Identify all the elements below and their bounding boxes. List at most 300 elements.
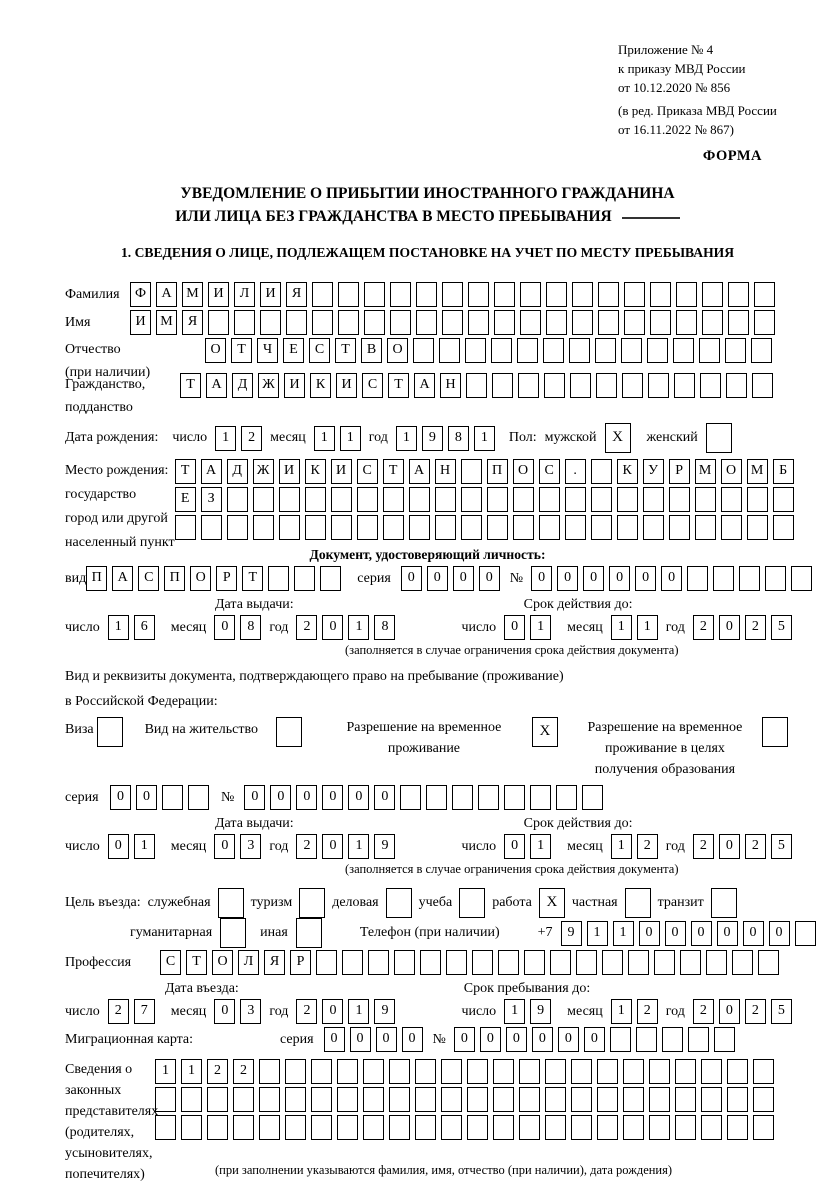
char-cell[interactable] xyxy=(727,1115,748,1140)
char-cell[interactable] xyxy=(597,1115,618,1140)
char-cell[interactable] xyxy=(739,566,760,591)
char-cell[interactable]: 0 xyxy=(661,566,682,591)
char-cell[interactable]: 0 xyxy=(635,566,656,591)
char-cell[interactable]: 0 xyxy=(769,921,790,946)
char-cell[interactable] xyxy=(623,1115,644,1140)
char-cell[interactable] xyxy=(487,487,508,512)
char-cell[interactable] xyxy=(701,1087,722,1112)
char-cell[interactable]: 0 xyxy=(504,615,525,640)
char-cell[interactable]: А xyxy=(201,459,222,484)
char-cell[interactable] xyxy=(570,373,591,398)
char-cell[interactable] xyxy=(617,487,638,512)
char-cell[interactable]: И xyxy=(130,310,151,335)
char-cell[interactable]: 1 xyxy=(215,426,236,451)
char-cell[interactable]: 0 xyxy=(719,999,740,1024)
char-cell[interactable] xyxy=(446,950,467,975)
char-cell[interactable] xyxy=(706,950,727,975)
char-cell[interactable]: Н xyxy=(435,459,456,484)
char-cell[interactable] xyxy=(674,373,695,398)
char-cell[interactable]: 0 xyxy=(324,1027,345,1052)
char-cell[interactable]: Я xyxy=(286,282,307,307)
char-cell[interactable] xyxy=(413,338,434,363)
char-cell[interactable] xyxy=(695,487,716,512)
char-cell[interactable] xyxy=(426,785,447,810)
char-cell[interactable] xyxy=(468,282,489,307)
char-cell[interactable] xyxy=(465,338,486,363)
char-cell[interactable] xyxy=(472,950,493,975)
char-cell[interactable] xyxy=(285,1059,306,1084)
char-cell[interactable]: 2 xyxy=(296,999,317,1024)
char-cell[interactable]: Т xyxy=(180,373,201,398)
char-cell[interactable] xyxy=(654,950,675,975)
char-cell[interactable] xyxy=(695,515,716,540)
char-cell[interactable]: 0 xyxy=(110,785,131,810)
char-cell[interactable] xyxy=(286,310,307,335)
char-cell[interactable] xyxy=(357,515,378,540)
char-cell[interactable]: 1 xyxy=(108,615,129,640)
char-cell[interactable] xyxy=(363,1115,384,1140)
char-cell[interactable] xyxy=(253,515,274,540)
char-cell[interactable] xyxy=(610,1027,631,1052)
char-cell[interactable]: С xyxy=(362,373,383,398)
char-cell[interactable] xyxy=(285,1087,306,1112)
char-cell[interactable]: 2 xyxy=(207,1059,228,1084)
char-cell[interactable] xyxy=(676,282,697,307)
char-cell[interactable]: 0 xyxy=(717,921,738,946)
char-cell[interactable]: В xyxy=(361,338,382,363)
char-cell[interactable] xyxy=(700,373,721,398)
char-cell[interactable]: Т xyxy=(186,950,207,975)
char-cell[interactable]: 2 xyxy=(296,615,317,640)
char-cell[interactable]: Р xyxy=(290,950,311,975)
char-cell[interactable]: 2 xyxy=(637,834,658,859)
char-cell[interactable]: Б xyxy=(773,459,794,484)
char-cell[interactable] xyxy=(726,373,747,398)
char-cell[interactable] xyxy=(409,487,430,512)
char-cell[interactable]: 3 xyxy=(240,834,261,859)
char-cell[interactable]: П xyxy=(487,459,508,484)
char-cell[interactable] xyxy=(439,338,460,363)
char-cell[interactable] xyxy=(727,1059,748,1084)
char-cell[interactable] xyxy=(493,1087,514,1112)
char-cell[interactable]: 1 xyxy=(181,1059,202,1084)
char-cell[interactable]: М xyxy=(747,459,768,484)
char-cell[interactable] xyxy=(519,1059,540,1084)
char-cell[interactable]: 9 xyxy=(561,921,582,946)
char-cell[interactable]: Т xyxy=(242,566,263,591)
char-cell[interactable] xyxy=(493,1059,514,1084)
char-cell[interactable] xyxy=(596,373,617,398)
char-cell[interactable]: Д xyxy=(232,373,253,398)
char-cell[interactable]: 0 xyxy=(506,1027,527,1052)
char-cell[interactable] xyxy=(543,338,564,363)
char-cell[interactable]: 0 xyxy=(401,566,422,591)
char-cell[interactable]: 0 xyxy=(296,785,317,810)
char-cell[interactable] xyxy=(747,515,768,540)
char-cell[interactable] xyxy=(357,487,378,512)
char-cell[interactable] xyxy=(676,310,697,335)
char-cell[interactable] xyxy=(687,566,708,591)
char-cell[interactable] xyxy=(390,282,411,307)
char-cell[interactable] xyxy=(337,1115,358,1140)
char-cell[interactable] xyxy=(648,373,669,398)
char-cell[interactable]: 0 xyxy=(270,785,291,810)
char-cell[interactable] xyxy=(389,1087,410,1112)
char-cell[interactable]: О xyxy=(387,338,408,363)
char-cell[interactable] xyxy=(545,1115,566,1140)
char-cell[interactable] xyxy=(524,950,545,975)
char-cell[interactable]: 0 xyxy=(376,1027,397,1052)
char-cell[interactable] xyxy=(539,515,560,540)
char-cell[interactable] xyxy=(649,1087,670,1112)
char-cell[interactable] xyxy=(544,373,565,398)
char-cell[interactable] xyxy=(461,487,482,512)
char-cell[interactable] xyxy=(181,1115,202,1140)
char-cell[interactable]: 0 xyxy=(609,566,630,591)
char-cell[interactable] xyxy=(572,310,593,335)
char-cell[interactable] xyxy=(368,950,389,975)
char-cell[interactable] xyxy=(747,487,768,512)
char-cell[interactable] xyxy=(669,487,690,512)
char-cell[interactable] xyxy=(316,950,337,975)
char-cell[interactable]: К xyxy=(617,459,638,484)
char-cell[interactable] xyxy=(597,1059,618,1084)
char-cell[interactable] xyxy=(175,515,196,540)
char-cell[interactable]: 2 xyxy=(241,426,262,451)
char-cell[interactable]: 5 xyxy=(771,834,792,859)
char-cell[interactable]: 1 xyxy=(637,615,658,640)
char-cell[interactable] xyxy=(721,487,742,512)
char-cell[interactable] xyxy=(621,338,642,363)
char-cell[interactable] xyxy=(487,515,508,540)
char-cell[interactable] xyxy=(714,1027,735,1052)
char-cell[interactable] xyxy=(649,1115,670,1140)
char-cell[interactable]: 1 xyxy=(530,834,551,859)
char-cell[interactable] xyxy=(494,282,515,307)
char-cell[interactable]: 1 xyxy=(340,426,361,451)
char-cell[interactable]: 9 xyxy=(374,999,395,1024)
char-cell[interactable] xyxy=(305,487,326,512)
char-cell[interactable] xyxy=(753,1087,774,1112)
char-cell[interactable]: 0 xyxy=(719,615,740,640)
char-cell[interactable] xyxy=(227,515,248,540)
char-cell[interactable]: И xyxy=(331,459,352,484)
char-cell[interactable]: 2 xyxy=(693,615,714,640)
char-cell[interactable]: 7 xyxy=(134,999,155,1024)
char-cell[interactable]: 0 xyxy=(532,1027,553,1052)
char-cell[interactable] xyxy=(416,282,437,307)
char-cell[interactable]: 1 xyxy=(474,426,495,451)
char-cell[interactable]: Т xyxy=(175,459,196,484)
char-cell[interactable]: 0 xyxy=(348,785,369,810)
char-cell[interactable] xyxy=(598,282,619,307)
char-cell[interactable] xyxy=(279,515,300,540)
checkbox-cell[interactable] xyxy=(386,888,412,918)
char-cell[interactable]: 0 xyxy=(743,921,764,946)
char-cell[interactable] xyxy=(363,1087,384,1112)
char-cell[interactable]: 0 xyxy=(322,834,343,859)
char-cell[interactable]: А xyxy=(206,373,227,398)
char-cell[interactable]: 0 xyxy=(558,1027,579,1052)
char-cell[interactable] xyxy=(442,310,463,335)
char-cell[interactable] xyxy=(467,1115,488,1140)
char-cell[interactable] xyxy=(466,373,487,398)
char-cell[interactable] xyxy=(572,282,593,307)
char-cell[interactable] xyxy=(441,1115,462,1140)
char-cell[interactable] xyxy=(754,282,775,307)
char-cell[interactable] xyxy=(513,515,534,540)
char-cell[interactable] xyxy=(728,310,749,335)
char-cell[interactable]: Ч xyxy=(257,338,278,363)
char-cell[interactable]: И xyxy=(208,282,229,307)
char-cell[interactable]: А xyxy=(156,282,177,307)
char-cell[interactable]: З xyxy=(201,487,222,512)
char-cell[interactable]: 0 xyxy=(453,566,474,591)
char-cell[interactable] xyxy=(727,1087,748,1112)
char-cell[interactable] xyxy=(253,487,274,512)
char-cell[interactable]: 0 xyxy=(454,1027,475,1052)
char-cell[interactable] xyxy=(520,282,541,307)
checkbox-cell[interactable]: X xyxy=(605,423,631,453)
char-cell[interactable] xyxy=(517,338,538,363)
char-cell[interactable]: 1 xyxy=(530,615,551,640)
char-cell[interactable] xyxy=(728,282,749,307)
char-cell[interactable] xyxy=(461,459,482,484)
char-cell[interactable] xyxy=(279,487,300,512)
char-cell[interactable]: 1 xyxy=(348,999,369,1024)
char-cell[interactable]: 1 xyxy=(587,921,608,946)
char-cell[interactable] xyxy=(571,1087,592,1112)
char-cell[interactable] xyxy=(550,950,571,975)
char-cell[interactable] xyxy=(364,310,385,335)
char-cell[interactable] xyxy=(546,310,567,335)
checkbox-cell[interactable] xyxy=(276,717,302,747)
char-cell[interactable] xyxy=(207,1087,228,1112)
char-cell[interactable] xyxy=(467,1059,488,1084)
char-cell[interactable] xyxy=(468,310,489,335)
char-cell[interactable]: 0 xyxy=(504,834,525,859)
checkbox-cell[interactable] xyxy=(711,888,737,918)
char-cell[interactable] xyxy=(227,487,248,512)
char-cell[interactable] xyxy=(441,1059,462,1084)
char-cell[interactable] xyxy=(624,310,645,335)
char-cell[interactable] xyxy=(201,515,222,540)
char-cell[interactable] xyxy=(513,487,534,512)
char-cell[interactable]: 2 xyxy=(745,999,766,1024)
char-cell[interactable] xyxy=(701,1059,722,1084)
char-cell[interactable]: 2 xyxy=(745,834,766,859)
char-cell[interactable]: 1 xyxy=(155,1059,176,1084)
char-cell[interactable] xyxy=(758,950,779,975)
char-cell[interactable]: 0 xyxy=(584,1027,605,1052)
char-cell[interactable]: Р xyxy=(216,566,237,591)
char-cell[interactable] xyxy=(415,1059,436,1084)
char-cell[interactable] xyxy=(259,1087,280,1112)
char-cell[interactable]: 9 xyxy=(374,834,395,859)
char-cell[interactable]: 0 xyxy=(108,834,129,859)
char-cell[interactable]: О xyxy=(190,566,211,591)
char-cell[interactable]: С xyxy=(309,338,330,363)
char-cell[interactable] xyxy=(331,487,352,512)
char-cell[interactable] xyxy=(268,566,289,591)
char-cell[interactable]: 0 xyxy=(322,999,343,1024)
char-cell[interactable] xyxy=(491,338,512,363)
checkbox-cell[interactable] xyxy=(625,888,651,918)
char-cell[interactable]: Е xyxy=(175,487,196,512)
char-cell[interactable] xyxy=(435,515,456,540)
char-cell[interactable] xyxy=(643,515,664,540)
char-cell[interactable] xyxy=(409,515,430,540)
char-cell[interactable]: 1 xyxy=(611,834,632,859)
char-cell[interactable]: 8 xyxy=(240,615,261,640)
char-cell[interactable] xyxy=(721,515,742,540)
char-cell[interactable]: 0 xyxy=(639,921,660,946)
char-cell[interactable] xyxy=(795,921,816,946)
char-cell[interactable]: 2 xyxy=(296,834,317,859)
char-cell[interactable]: Т xyxy=(335,338,356,363)
char-cell[interactable] xyxy=(688,1027,709,1052)
char-cell[interactable] xyxy=(294,566,315,591)
char-cell[interactable]: П xyxy=(164,566,185,591)
char-cell[interactable]: 3 xyxy=(240,999,261,1024)
checkbox-cell[interactable] xyxy=(296,918,322,948)
char-cell[interactable] xyxy=(520,310,541,335)
char-cell[interactable]: 0 xyxy=(557,566,578,591)
char-cell[interactable] xyxy=(337,1087,358,1112)
char-cell[interactable]: 2 xyxy=(693,999,714,1024)
char-cell[interactable] xyxy=(602,950,623,975)
char-cell[interactable] xyxy=(773,515,794,540)
char-cell[interactable]: 5 xyxy=(771,999,792,1024)
char-cell[interactable] xyxy=(595,338,616,363)
char-cell[interactable] xyxy=(662,1027,683,1052)
char-cell[interactable]: 0 xyxy=(244,785,265,810)
char-cell[interactable] xyxy=(155,1115,176,1140)
char-cell[interactable]: Я xyxy=(182,310,203,335)
char-cell[interactable] xyxy=(649,1059,670,1084)
char-cell[interactable] xyxy=(494,310,515,335)
char-cell[interactable] xyxy=(415,1087,436,1112)
char-cell[interactable]: 0 xyxy=(583,566,604,591)
char-cell[interactable]: 0 xyxy=(322,785,343,810)
checkbox-cell[interactable]: X xyxy=(532,717,558,747)
char-cell[interactable]: 0 xyxy=(719,834,740,859)
char-cell[interactable] xyxy=(390,310,411,335)
char-cell[interactable]: 0 xyxy=(665,921,686,946)
char-cell[interactable] xyxy=(591,487,612,512)
char-cell[interactable]: А xyxy=(409,459,430,484)
char-cell[interactable] xyxy=(331,515,352,540)
char-cell[interactable] xyxy=(643,487,664,512)
char-cell[interactable]: 1 xyxy=(611,615,632,640)
char-cell[interactable]: И xyxy=(279,459,300,484)
char-cell[interactable] xyxy=(207,1115,228,1140)
char-cell[interactable] xyxy=(305,515,326,540)
char-cell[interactable]: 2 xyxy=(233,1059,254,1084)
char-cell[interactable]: Ф xyxy=(130,282,151,307)
char-cell[interactable] xyxy=(442,282,463,307)
char-cell[interactable] xyxy=(699,338,720,363)
char-cell[interactable]: 1 xyxy=(348,834,369,859)
char-cell[interactable] xyxy=(452,785,473,810)
char-cell[interactable]: 9 xyxy=(422,426,443,451)
char-cell[interactable]: 0 xyxy=(214,615,235,640)
char-cell[interactable]: 2 xyxy=(745,615,766,640)
char-cell[interactable] xyxy=(364,282,385,307)
char-cell[interactable]: Е xyxy=(283,338,304,363)
char-cell[interactable] xyxy=(701,1115,722,1140)
char-cell[interactable]: 2 xyxy=(108,999,129,1024)
char-cell[interactable]: С xyxy=(357,459,378,484)
char-cell[interactable]: . xyxy=(565,459,586,484)
char-cell[interactable]: 1 xyxy=(504,999,525,1024)
char-cell[interactable] xyxy=(435,487,456,512)
char-cell[interactable] xyxy=(394,950,415,975)
char-cell[interactable]: 8 xyxy=(448,426,469,451)
char-cell[interactable] xyxy=(208,310,229,335)
char-cell[interactable] xyxy=(155,1087,176,1112)
char-cell[interactable] xyxy=(680,950,701,975)
char-cell[interactable] xyxy=(545,1087,566,1112)
char-cell[interactable]: О xyxy=(212,950,233,975)
char-cell[interactable] xyxy=(312,282,333,307)
char-cell[interactable] xyxy=(675,1087,696,1112)
char-cell[interactable] xyxy=(441,1087,462,1112)
char-cell[interactable] xyxy=(478,785,499,810)
char-cell[interactable]: К xyxy=(310,373,331,398)
checkbox-cell[interactable] xyxy=(97,717,123,747)
char-cell[interactable] xyxy=(233,1087,254,1112)
char-cell[interactable] xyxy=(493,1115,514,1140)
char-cell[interactable] xyxy=(669,515,690,540)
checkbox-cell[interactable] xyxy=(299,888,325,918)
char-cell[interactable] xyxy=(675,1115,696,1140)
char-cell[interactable] xyxy=(312,310,333,335)
char-cell[interactable]: С xyxy=(539,459,560,484)
char-cell[interactable]: 0 xyxy=(322,615,343,640)
char-cell[interactable] xyxy=(647,338,668,363)
char-cell[interactable]: 0 xyxy=(214,834,235,859)
char-cell[interactable]: 0 xyxy=(531,566,552,591)
char-cell[interactable]: 0 xyxy=(350,1027,371,1052)
char-cell[interactable] xyxy=(765,566,786,591)
char-cell[interactable]: Н xyxy=(440,373,461,398)
char-cell[interactable]: М xyxy=(182,282,203,307)
char-cell[interactable] xyxy=(259,1059,280,1084)
char-cell[interactable] xyxy=(702,310,723,335)
checkbox-cell[interactable] xyxy=(220,918,246,948)
char-cell[interactable] xyxy=(622,373,643,398)
char-cell[interactable] xyxy=(623,1087,644,1112)
char-cell[interactable]: 0 xyxy=(691,921,712,946)
char-cell[interactable] xyxy=(519,1115,540,1140)
char-cell[interactable] xyxy=(259,1115,280,1140)
char-cell[interactable]: 0 xyxy=(374,785,395,810)
char-cell[interactable] xyxy=(504,785,525,810)
char-cell[interactable] xyxy=(233,1115,254,1140)
char-cell[interactable] xyxy=(753,1115,774,1140)
char-cell[interactable]: А xyxy=(414,373,435,398)
char-cell[interactable]: 1 xyxy=(611,999,632,1024)
char-cell[interactable] xyxy=(725,338,746,363)
char-cell[interactable] xyxy=(791,566,812,591)
char-cell[interactable] xyxy=(320,566,341,591)
checkbox-cell[interactable] xyxy=(706,423,732,453)
char-cell[interactable] xyxy=(673,338,694,363)
char-cell[interactable] xyxy=(571,1059,592,1084)
char-cell[interactable]: 1 xyxy=(314,426,335,451)
char-cell[interactable]: Я xyxy=(264,950,285,975)
